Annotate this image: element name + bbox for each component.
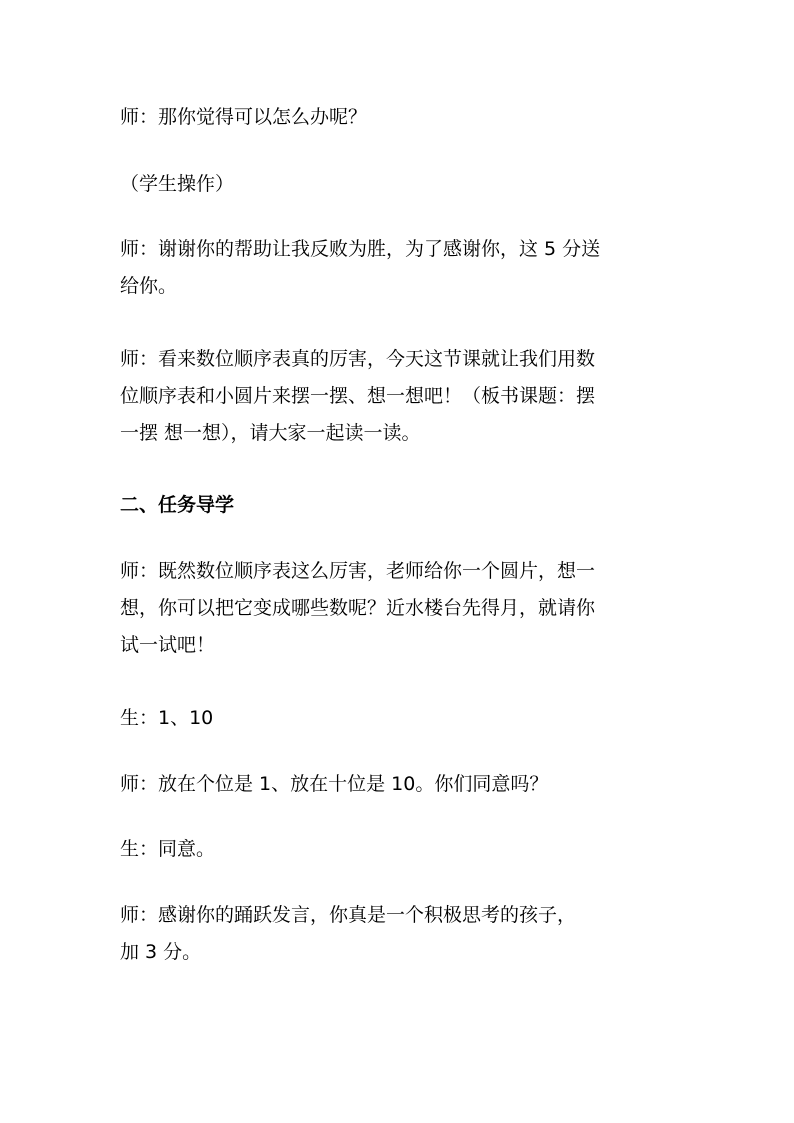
paragraph-student-agree <box>120 831 676 868</box>
paragraph-teacher-confirm <box>120 766 676 803</box>
paragraph-teacher-question <box>120 99 676 136</box>
text-line: 师：感谢你的踊跃发言，你真是一个积极思考的孩子， <box>120 904 577 926</box>
paragraph-student-action <box>120 166 676 203</box>
text-line: 师：既然数位顺序表这么厉害，老师给你一个圆片，想一 <box>120 560 596 582</box>
text-line: 师：那你觉得可以怎么办呢？ <box>120 106 368 128</box>
text-line: 给你。 <box>120 275 178 297</box>
paragraph-teacher-task <box>120 553 676 664</box>
text-line: 想，你可以把它变成哪些数呢？近水楼台先得月，就请你 <box>120 597 596 619</box>
text-line: 位顺序表和小圆片来摆一摆、想一想吧！（板书课题：摆 <box>120 385 596 407</box>
text-line: 试一试吧！ <box>120 634 216 656</box>
text-line: 师：谢谢你的帮助让我反败为胜，为了感谢你，这 5 分送 <box>120 238 601 260</box>
text-line: 生：1、10 <box>120 707 214 729</box>
paragraph-student-answer <box>120 700 676 737</box>
text-line: 加 3 分。 <box>120 941 202 963</box>
text-line: 二、任务导学 <box>120 494 235 516</box>
text-line: 一摆 想一想），请大家一起读一读。 <box>120 422 421 444</box>
text-line: 生：同意。 <box>120 838 216 860</box>
section-heading <box>120 487 676 524</box>
text-line: （学生操作） <box>120 173 235 195</box>
text-line: 师：看来数位顺序表真的厉害，今天这节课就让我们用数 <box>120 348 596 370</box>
paragraph-teacher-intro <box>120 341 676 452</box>
paragraph-teacher-thanks <box>120 231 676 305</box>
text-line: 师：放在个位是 1、放在十位是 10。你们同意吗？ <box>120 773 549 795</box>
paragraph-teacher-praise <box>120 897 676 971</box>
